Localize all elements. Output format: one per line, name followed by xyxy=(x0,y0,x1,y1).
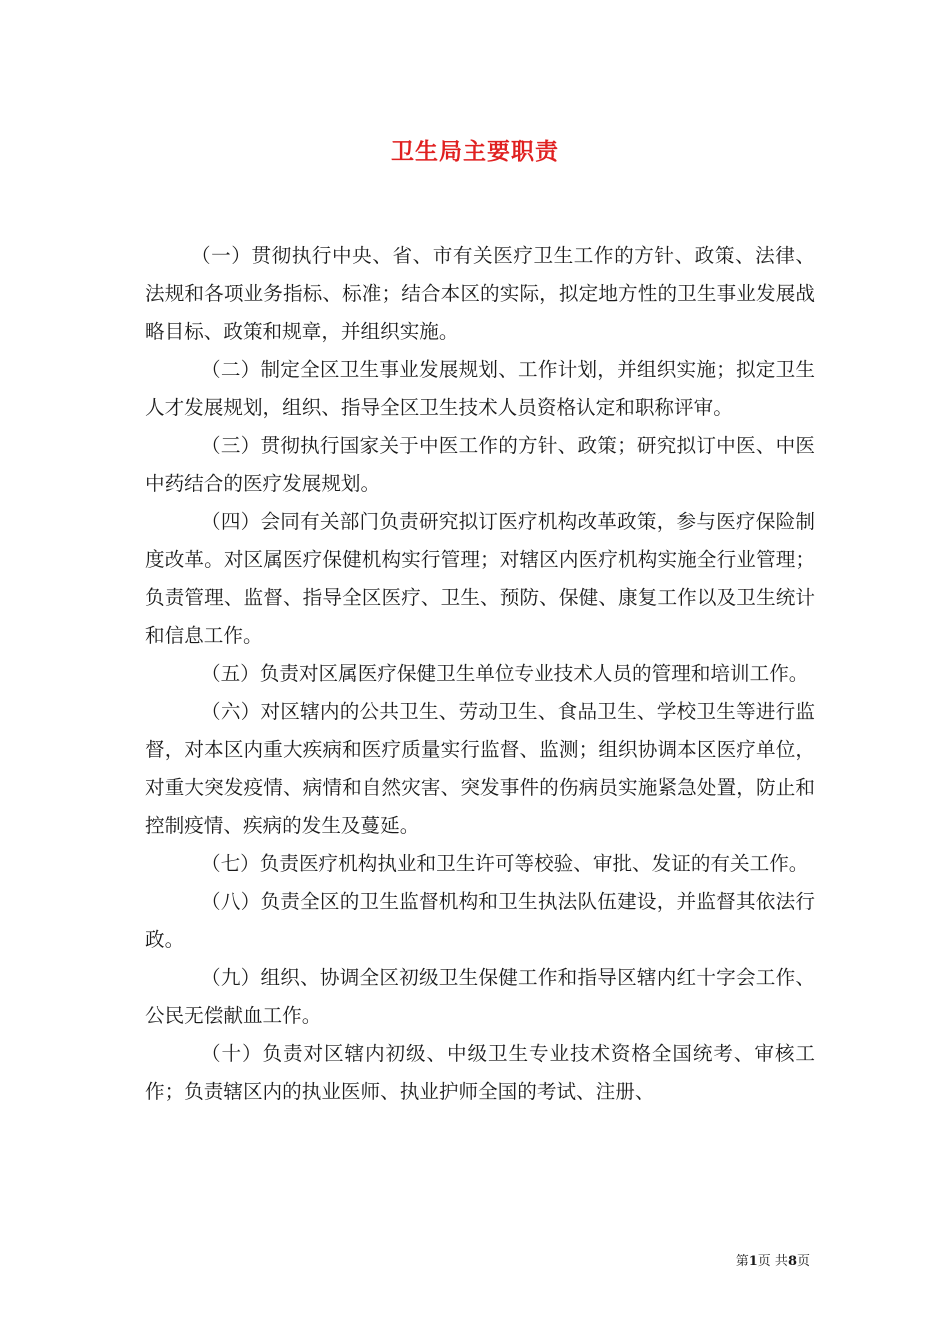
page-title: 卫生局主要职责 xyxy=(391,138,559,165)
paragraph-6: （六）对区辖内的公共卫生、劳动卫生、食品卫生、学校卫生等进行监督，对本区内重大疾病和医疗质量实行监督、监测；组织协调本区医疗单位，对重大突发疫情、病情和自然灾害、突发事件的伤病员实施紧急处置，防止和控制疫情、疾病的发生及蔓延。 xyxy=(145,700,815,837)
paragraph-1: （一）贯彻执行中央、省、市有关医疗卫生工作的方针、政策、法律、法规和各项业务指标、标准；结合本区的实际，拟定地方性的卫生事业发展战略目标、政策和规章，并组织实施。 xyxy=(145,244,815,343)
paragraph-7: （七）负责医疗机构执业和卫生许可等校验、审批、发证的有关工作。 xyxy=(201,852,809,875)
page-number-footer xyxy=(736,1250,810,1269)
footer-suffix: 页 xyxy=(796,1254,810,1269)
footer-middle: 页 共 xyxy=(757,1254,788,1269)
paragraph-5: （五）负责对区属医疗保健卫生单位专业技术人员的管理和培训工作。 xyxy=(201,662,809,685)
footer-prefix: 第 xyxy=(735,1254,749,1269)
paragraph-2: （二）制定全区卫生事业发展规划、工作计划，并组织实施；拟定卫生人才发展规划，组织、指导全区卫生技术人员资格认定和职称评审。 xyxy=(145,358,815,419)
footer-current-page: 1 xyxy=(748,1254,758,1269)
paragraph-3: （三）贯彻执行国家关于中医工作的方针、政策；研究拟订中医、中医中药结合的医疗发展规划。 xyxy=(145,434,815,495)
paragraph-10: （十）负责对区辖内初级、中级卫生专业技术资格全国统考、审核工作；负责辖区内的执业医师、执业护师全国的考试、注册、 xyxy=(145,1042,815,1103)
footer-total-pages: 8 xyxy=(787,1254,797,1269)
paragraph-8: （八）负责全区的卫生监督机构和卫生执法队伍建设，并监督其依法行政。 xyxy=(145,890,815,951)
document-body xyxy=(145,237,815,1111)
paragraph-4: （四）会同有关部门负责研究拟订医疗机构改革政策，参与医疗保险制度改革。对区属医疗保健机构实行管理；对辖区内医疗机构实施全行业管理；负责管理、监督、指导全区医疗、卫生、预防、保健、康复工作以及卫生统计和信息工作。 xyxy=(145,510,815,647)
paragraph-9: （九）组织、协调全区初级卫生保健工作和指导区辖内红十字会工作、公民无偿献血工作。 xyxy=(145,966,815,1027)
